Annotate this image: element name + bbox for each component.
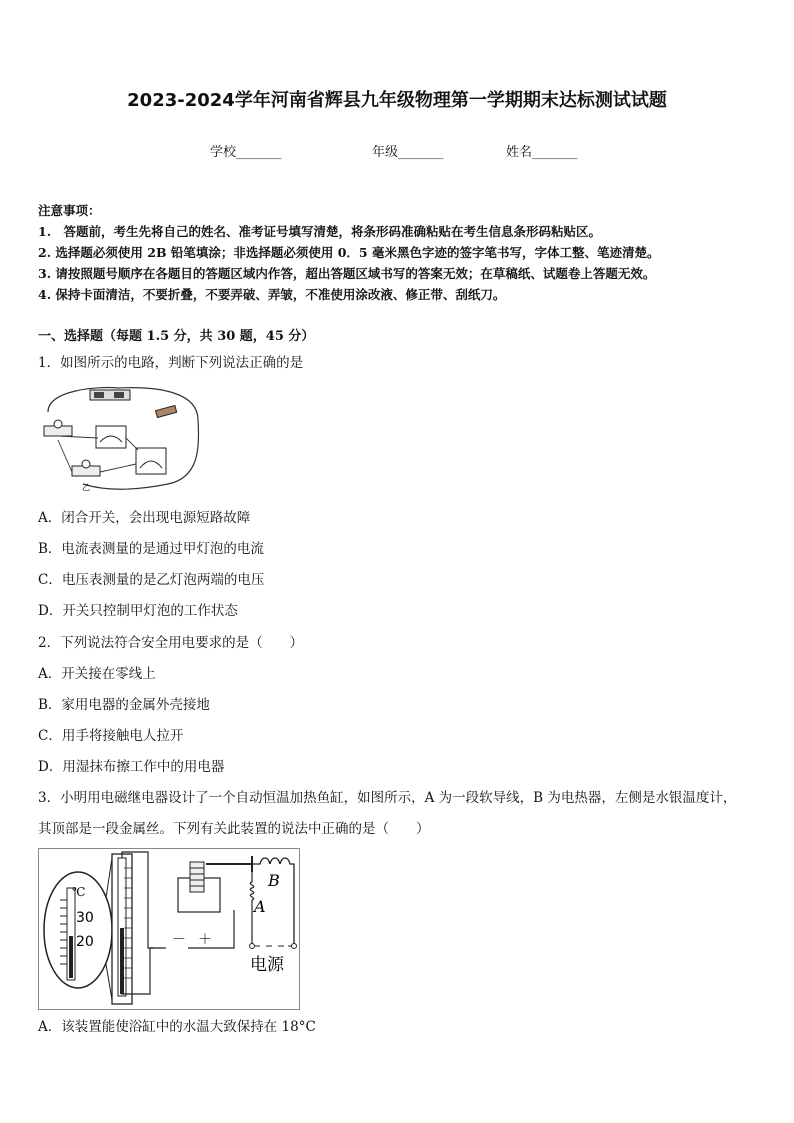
option-a: A．开关接在零线上 — [38, 666, 156, 682]
tick-30-label: 30 — [76, 910, 94, 926]
name-field: 姓名_______ — [506, 145, 578, 160]
grade-field: 年级_______ — [372, 145, 444, 160]
minus-label: － — [172, 932, 186, 948]
unit-label: ℃ — [72, 885, 86, 899]
option-b: B．家用电器的金属外壳接地 — [38, 697, 210, 713]
question-3-stem-cont: 其顶部是一段金属丝。下列有关此装置的说法中正确的是（ ） — [38, 821, 430, 837]
question-1-stem: 1．如图所示的电路，判断下列说法正确的是 — [38, 355, 304, 371]
page-title: 2023-2024学年河南省辉县九年级物理第一学期期末达标测试试题 — [127, 90, 667, 111]
power-label: 电源 — [250, 955, 284, 975]
circuit-figure — [38, 380, 203, 496]
school-field: 学校_______ — [210, 145, 282, 160]
figure-label: 乙 — [82, 483, 90, 492]
label-b: B — [268, 871, 280, 890]
notice-item: 1. 答题前，考生先将自己的姓名、准考证号填写清楚，将条形码准确粘贴在考生信息条形码粘贴区。 — [38, 224, 602, 239]
question-2-stem: 2．下列说法符合安全用电要求的是（ ） — [38, 635, 304, 651]
notice-item: 4. 保持卡面清洁，不要折叠，不要弄破、弄皱，不准使用涂改液、修正带、刮纸刀。 — [38, 287, 506, 302]
question-3-stem: 3．小明用电磁继电器设计了一个自动恒温加热鱼缸，如图所示，A 为一段软导线，B 为电热器，左侧是水银温度计， — [38, 790, 737, 806]
label-a: A — [254, 897, 266, 916]
option-a: A．闭合开关，会出现电源短路故障 — [38, 510, 251, 526]
option-c: C．电压表测量的是乙灯泡两端的电压 — [38, 572, 265, 588]
notice-heading: 注意事项： — [38, 203, 101, 218]
option-c: C．用手将接触电人拉开 — [38, 728, 184, 744]
option-d: D．开关只控制甲灯泡的工作状态 — [38, 603, 238, 619]
option-a: A．该装置能使浴缸中的水温大致保持在 18°C — [38, 1019, 316, 1035]
notice-item: 2. 选择题必须使用 2B 铅笔填涂；非选择题必须使用 0．5 毫米黑色字迹的签字笔书写，字体工整、笔迹清楚。 — [38, 245, 660, 260]
section-heading: 一、选择题（每题 1.5 分，共 30 题，45 分） — [38, 329, 315, 344]
tick-20-label: 20 — [76, 934, 94, 950]
thermostat-figure — [38, 848, 300, 1010]
notice-item: 3. 请按照题号顺序在各题目的答题区域内作答，超出答题区域书写的答案无效；在草稿纸、试题卷上答题无效。 — [38, 266, 656, 281]
option-d: D．用湿抹布擦工作中的用电器 — [38, 759, 225, 775]
option-b: B．电流表测量的是通过甲灯泡的电流 — [38, 541, 264, 557]
plus-label: ＋ — [198, 932, 212, 948]
